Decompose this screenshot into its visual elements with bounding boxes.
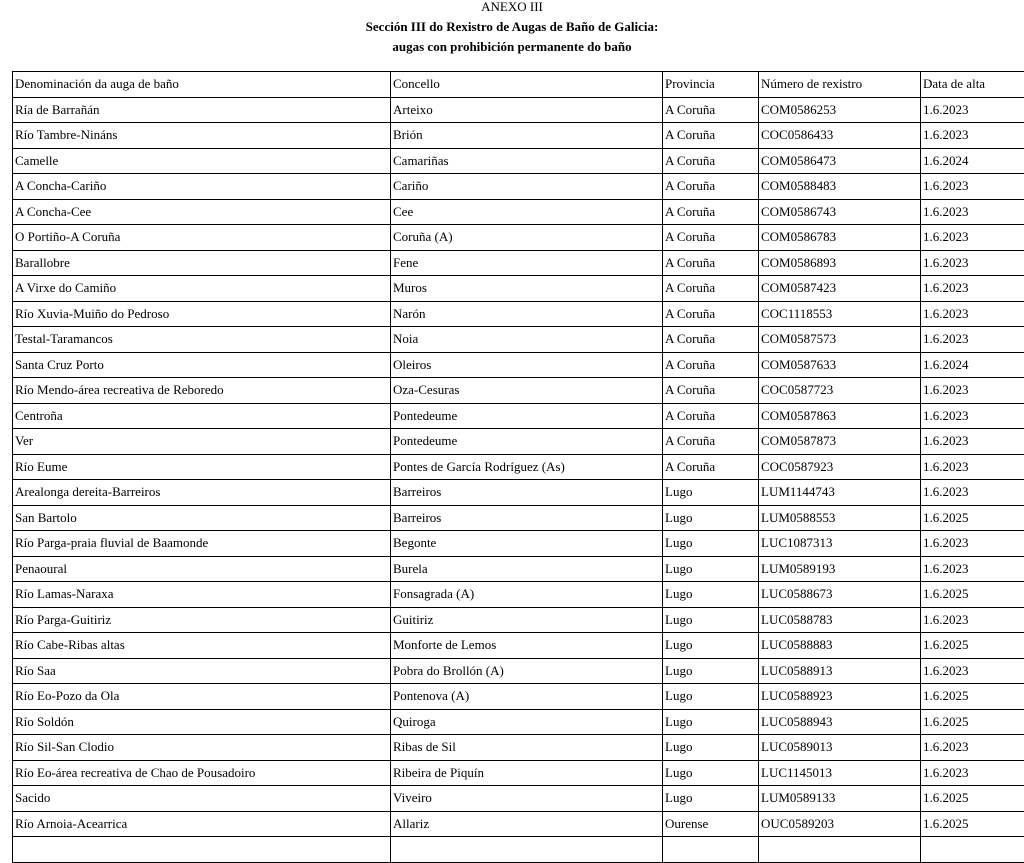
cell-concello — [391, 837, 663, 863]
cell-data-alta: 1.6.2023 — [921, 403, 1024, 429]
cell-numero-rexistro: COC0586433 — [759, 123, 921, 149]
cell-provincia: Lugo — [663, 531, 759, 557]
cell-data-alta: 1.6.2023 — [921, 607, 1024, 633]
cell-concello: Ribeira de Piquín — [391, 760, 663, 786]
cell-numero-rexistro: LUM0588553 — [759, 505, 921, 531]
cell-concello: Ribas de Sil — [391, 735, 663, 761]
section-title: Sección III do Rexistro de Augas de Baño de Galicia: — [0, 17, 1024, 37]
table-row — [13, 837, 1024, 863]
document-header — [0, 0, 1024, 57]
cell-numero-rexistro: LUM1144743 — [759, 480, 921, 506]
cell-numero-rexistro: COM0588483 — [759, 174, 921, 200]
cell-concello: Burela — [391, 556, 663, 582]
table-row — [13, 480, 1024, 506]
cell-provincia: Lugo — [663, 786, 759, 812]
cell-numero-rexistro: COM0587863 — [759, 403, 921, 429]
cell-concello: Allariz — [391, 811, 663, 837]
cell-numero-rexistro: LUC0588883 — [759, 633, 921, 659]
cell-data-alta: 1.6.2023 — [921, 760, 1024, 786]
cell-concello: Noia — [391, 327, 663, 353]
cell-concello: Narón — [391, 301, 663, 327]
cell-numero-rexistro: COM0587873 — [759, 429, 921, 455]
cell-denominacion: Camelle — [13, 148, 391, 174]
cell-denominacion: Centroña — [13, 403, 391, 429]
cell-denominacion: A Concha-Cariño — [13, 174, 391, 200]
cell-provincia: Lugo — [663, 760, 759, 786]
cell-data-alta: 1.6.2025 — [921, 709, 1024, 735]
cell-concello: Cariño — [391, 174, 663, 200]
cell-provincia: Lugo — [663, 709, 759, 735]
cell-concello: Pontedeume — [391, 403, 663, 429]
cell-data-alta: 1.6.2023 — [921, 276, 1024, 302]
cell-denominacion: A Concha-Cee — [13, 199, 391, 225]
cell-numero-rexistro: COC0587723 — [759, 378, 921, 404]
cell-data-alta: 1.6.2023 — [921, 556, 1024, 582]
table-row — [13, 148, 1024, 174]
cell-concello: Coruña (A) — [391, 225, 663, 251]
cell-denominacion: Río Cabe-Ribas altas — [13, 633, 391, 659]
cell-concello: Camariñas — [391, 148, 663, 174]
table-row — [13, 556, 1024, 582]
cell-provincia: Ourense — [663, 811, 759, 837]
cell-denominacion: Río Parga-Guitiriz — [13, 607, 391, 633]
cell-provincia: Lugo — [663, 684, 759, 710]
cell-provincia: Lugo — [663, 505, 759, 531]
cell-numero-rexistro: LUM0589133 — [759, 786, 921, 812]
header-concello: Concello — [391, 72, 663, 98]
cell-numero-rexistro: COM0586473 — [759, 148, 921, 174]
table-row — [13, 403, 1024, 429]
table-row — [13, 607, 1024, 633]
table-row — [13, 352, 1024, 378]
cell-numero-rexistro: LUC0589013 — [759, 735, 921, 761]
cell-denominacion: Río Arnoia-Acearrica — [13, 811, 391, 837]
cell-denominacion: Río Sil-San Clodio — [13, 735, 391, 761]
table-row — [13, 709, 1024, 735]
cell-data-alta — [921, 837, 1024, 863]
cell-provincia: A Coruña — [663, 123, 759, 149]
cell-concello: Fonsagrada (A) — [391, 582, 663, 608]
cell-concello: Pontenova (A) — [391, 684, 663, 710]
cell-numero-rexistro — [759, 837, 921, 863]
cell-provincia: A Coruña — [663, 429, 759, 455]
cell-provincia: A Coruña — [663, 327, 759, 353]
cell-data-alta: 1.6.2023 — [921, 658, 1024, 684]
cell-data-alta: 1.6.2023 — [921, 735, 1024, 761]
header-data-alta: Data de alta — [921, 72, 1024, 98]
cell-concello: Begonte — [391, 531, 663, 557]
cell-provincia: A Coruña — [663, 97, 759, 123]
cell-denominacion: Río Saa — [13, 658, 391, 684]
cell-data-alta: 1.6.2023 — [921, 454, 1024, 480]
cell-provincia: A Coruña — [663, 301, 759, 327]
cell-provincia: Lugo — [663, 480, 759, 506]
cell-data-alta: 1.6.2023 — [921, 250, 1024, 276]
cell-concello: Viveiro — [391, 786, 663, 812]
cell-denominacion: Ver — [13, 429, 391, 455]
cell-denominacion: Río Parga-praia fluvial de Baamonde — [13, 531, 391, 557]
cell-data-alta: 1.6.2025 — [921, 811, 1024, 837]
cell-concello: Cee — [391, 199, 663, 225]
cell-provincia: A Coruña — [663, 378, 759, 404]
cell-denominacion: Río Soldón — [13, 709, 391, 735]
cell-data-alta: 1.6.2025 — [921, 633, 1024, 659]
cell-data-alta: 1.6.2025 — [921, 505, 1024, 531]
cell-provincia: A Coruña — [663, 276, 759, 302]
cell-data-alta: 1.6.2023 — [921, 327, 1024, 353]
cell-numero-rexistro: COM0587573 — [759, 327, 921, 353]
cell-numero-rexistro: LUC0588943 — [759, 709, 921, 735]
table-row — [13, 199, 1024, 225]
table-row — [13, 378, 1024, 404]
table-row — [13, 174, 1024, 200]
cell-data-alta: 1.6.2023 — [921, 97, 1024, 123]
cell-denominacion: A Virxe do Camiño — [13, 276, 391, 302]
table-row — [13, 327, 1024, 353]
cell-data-alta: 1.6.2023 — [921, 429, 1024, 455]
cell-denominacion: Río Mendo-área recreativa de Reboredo — [13, 378, 391, 404]
cell-numero-rexistro: COM0586893 — [759, 250, 921, 276]
cell-provincia: Lugo — [663, 607, 759, 633]
cell-concello: Pontedeume — [391, 429, 663, 455]
cell-data-alta: 1.6.2023 — [921, 531, 1024, 557]
cell-data-alta: 1.6.2024 — [921, 352, 1024, 378]
cell-denominacion: Testal-Taramancos — [13, 327, 391, 353]
table-row — [13, 97, 1024, 123]
cell-numero-rexistro: LUM0589193 — [759, 556, 921, 582]
cell-denominacion: Arealonga dereita-Barreiros — [13, 480, 391, 506]
cell-concello: Quiroga — [391, 709, 663, 735]
table-header-row — [13, 72, 1024, 98]
cell-denominacion: Río Tambre-Nináns — [13, 123, 391, 149]
cell-concello: Brión — [391, 123, 663, 149]
cell-data-alta: 1.6.2023 — [921, 378, 1024, 404]
cell-denominacion: Barallobre — [13, 250, 391, 276]
cell-denominacion: Río Eo-área recreativa de Chao de Pousadoiro — [13, 760, 391, 786]
cell-concello: Guitiriz — [391, 607, 663, 633]
cell-numero-rexistro: LUC1087313 — [759, 531, 921, 557]
cell-provincia: A Coruña — [663, 148, 759, 174]
annex-title: ANEXO III — [0, 0, 1024, 17]
table-row — [13, 454, 1024, 480]
table-row — [13, 735, 1024, 761]
cell-numero-rexistro: LUC0588673 — [759, 582, 921, 608]
table-row — [13, 633, 1024, 659]
table-body — [13, 97, 1024, 862]
cell-provincia: A Coruña — [663, 199, 759, 225]
cell-data-alta: 1.6.2023 — [921, 225, 1024, 251]
cell-numero-rexistro: OUC0589203 — [759, 811, 921, 837]
cell-numero-rexistro: COM0587423 — [759, 276, 921, 302]
cell-numero-rexistro: COM0586253 — [759, 97, 921, 123]
cell-concello: Arteixo — [391, 97, 663, 123]
cell-concello: Pontes de García Rodríguez (As) — [391, 454, 663, 480]
cell-data-alta: 1.6.2023 — [921, 123, 1024, 149]
table-row — [13, 786, 1024, 812]
cell-data-alta: 1.6.2025 — [921, 684, 1024, 710]
cell-concello: Monforte de Lemos — [391, 633, 663, 659]
cell-concello: Fene — [391, 250, 663, 276]
cell-provincia: Lugo — [663, 735, 759, 761]
cell-provincia: Lugo — [663, 658, 759, 684]
cell-denominacion: Río Eo-Pozo da Ola — [13, 684, 391, 710]
cell-numero-rexistro: LUC1145013 — [759, 760, 921, 786]
cell-data-alta: 1.6.2023 — [921, 199, 1024, 225]
cell-numero-rexistro: LUC0588913 — [759, 658, 921, 684]
table-row — [13, 429, 1024, 455]
cell-denominacion: Santa Cruz Porto — [13, 352, 391, 378]
cell-provincia: Lugo — [663, 582, 759, 608]
table-row — [13, 301, 1024, 327]
table-row — [13, 531, 1024, 557]
cell-denominacion: Ría de Barrañán — [13, 97, 391, 123]
cell-denominacion: Sacido — [13, 786, 391, 812]
cell-numero-rexistro: COM0587633 — [759, 352, 921, 378]
header-provincia: Provincia — [663, 72, 759, 98]
cell-provincia: A Coruña — [663, 403, 759, 429]
cell-provincia — [663, 837, 759, 863]
table-row — [13, 582, 1024, 608]
table-row — [13, 123, 1024, 149]
cell-data-alta: 1.6.2023 — [921, 174, 1024, 200]
cell-concello: Oleiros — [391, 352, 663, 378]
cell-numero-rexistro: COM0586743 — [759, 199, 921, 225]
cell-concello: Barreiros — [391, 505, 663, 531]
cell-numero-rexistro: COC0587923 — [759, 454, 921, 480]
table-row — [13, 505, 1024, 531]
bathing-waters-table — [12, 71, 1024, 863]
cell-provincia: A Coruña — [663, 454, 759, 480]
cell-concello: Pobra do Brollón (A) — [391, 658, 663, 684]
header-denominacion: Denominación da auga de baño — [13, 72, 391, 98]
cell-provincia: A Coruña — [663, 250, 759, 276]
cell-concello: Oza-Cesuras — [391, 378, 663, 404]
cell-provincia: Lugo — [663, 633, 759, 659]
cell-data-alta: 1.6.2023 — [921, 301, 1024, 327]
cell-provincia: A Coruña — [663, 352, 759, 378]
table-row — [13, 658, 1024, 684]
cell-numero-rexistro: LUC0588923 — [759, 684, 921, 710]
cell-numero-rexistro: LUC0588783 — [759, 607, 921, 633]
cell-denominacion: Penaoural — [13, 556, 391, 582]
cell-denominacion: San Bartolo — [13, 505, 391, 531]
section-subtitle: augas con prohibición permanente do baño — [0, 37, 1024, 57]
cell-data-alta: 1.6.2024 — [921, 148, 1024, 174]
table-row — [13, 811, 1024, 837]
cell-concello: Muros — [391, 276, 663, 302]
table-row — [13, 225, 1024, 251]
cell-provincia: Lugo — [663, 556, 759, 582]
cell-data-alta: 1.6.2025 — [921, 786, 1024, 812]
cell-denominacion: Río Lamas-Naraxa — [13, 582, 391, 608]
cell-data-alta: 1.6.2023 — [921, 480, 1024, 506]
cell-denominacion: Río Eume — [13, 454, 391, 480]
cell-concello: Barreiros — [391, 480, 663, 506]
table-row — [13, 250, 1024, 276]
cell-provincia: A Coruña — [663, 174, 759, 200]
table-row — [13, 760, 1024, 786]
cell-provincia: A Coruña — [663, 225, 759, 251]
cell-numero-rexistro: COC1118553 — [759, 301, 921, 327]
cell-denominacion: Río Xuvia-Muiño do Pedroso — [13, 301, 391, 327]
header-numero-rexistro: Número de rexistro — [759, 72, 921, 98]
cell-numero-rexistro: COM0586783 — [759, 225, 921, 251]
table-row — [13, 684, 1024, 710]
cell-data-alta: 1.6.2025 — [921, 582, 1024, 608]
table-row — [13, 276, 1024, 302]
cell-denominacion: O Portiño-A Coruña — [13, 225, 391, 251]
cell-denominacion — [13, 837, 391, 863]
